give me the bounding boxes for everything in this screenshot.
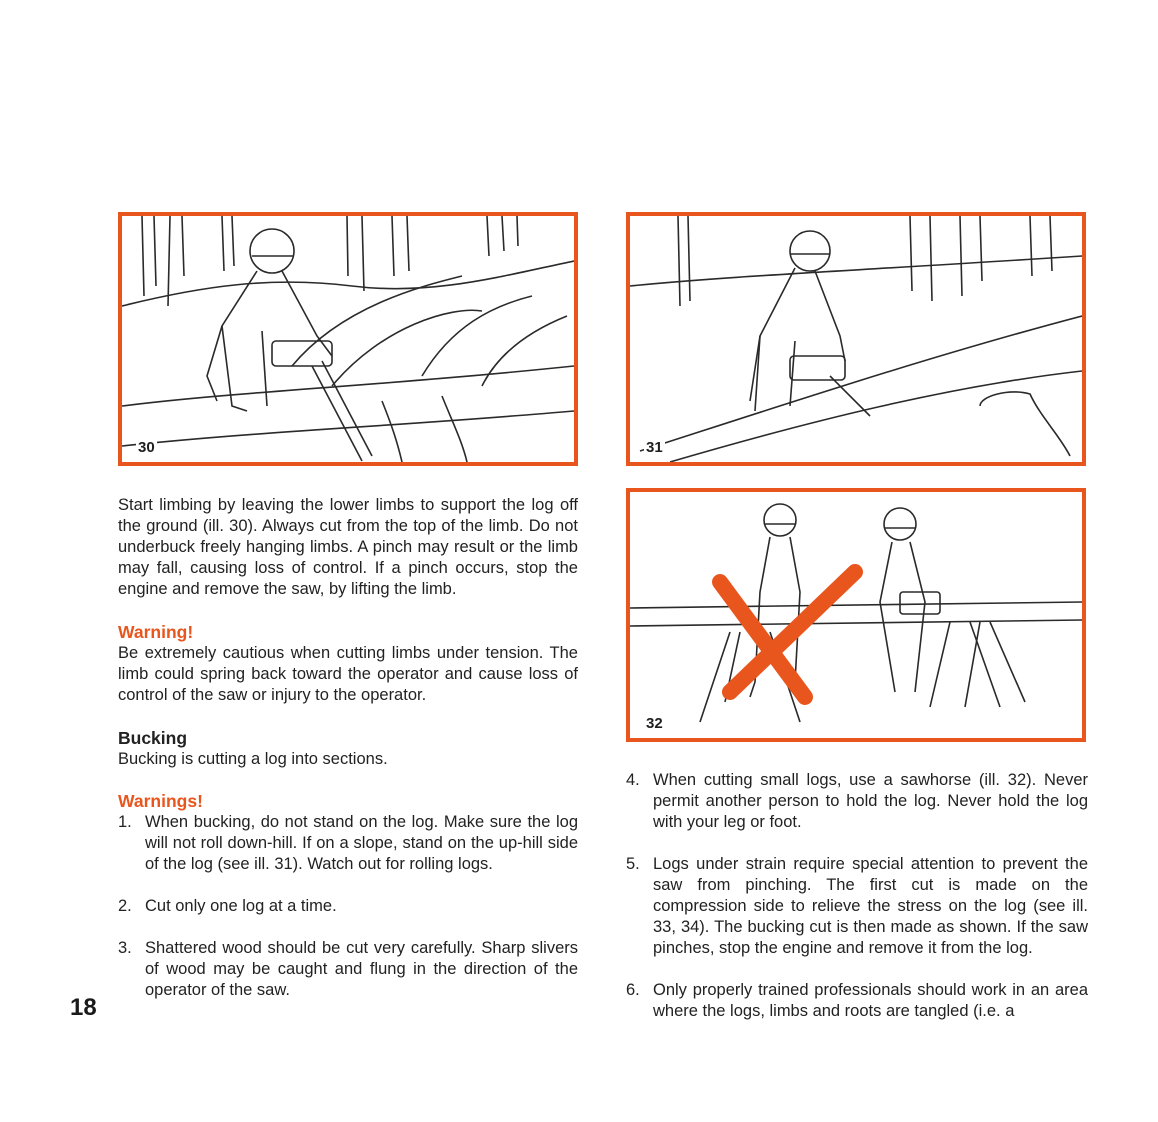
list-item-text: Only properly trained professionals should work in an area where the logs, limbs and roots are tangled (i.e. a — [653, 981, 1088, 1020]
list-item-text: Logs under strain require special attention to prevent the saw from pinching. The first cut is made on the compression side to relieve the stress on the log (see ill. 33, 34). The bucking cut is then made as shown. If the saw pinches, stop the engine and remove it from the log. — [653, 855, 1088, 957]
list-item-text: Shattered wood should be cut very carefully. Sharp slivers of wood may be caught and flung in the direction of the operator of the saw. — [145, 939, 578, 999]
list-item-number: 4. — [626, 771, 640, 789]
warnings-heading: Warnings! — [118, 791, 203, 811]
bucking-on-slope-drawing — [630, 216, 1082, 462]
list-item — [118, 896, 578, 917]
right-column — [626, 770, 1088, 1022]
list-item — [118, 812, 578, 875]
warning-paragraph: Be extremely cautious when cutting limbs under tension. The limb could spring back toward the operator and cause loss of control of the saw or injury to the operator. — [118, 644, 578, 704]
illustration-31 — [626, 212, 1086, 466]
illustration-30 — [118, 212, 578, 466]
illustration-32 — [626, 488, 1086, 742]
warning-heading: Warning! — [118, 622, 194, 642]
page-number: 18 — [70, 994, 97, 1021]
sawhorse-comparison-drawing — [630, 492, 1082, 738]
illustration-32-label: 32 — [646, 715, 663, 732]
list-item — [626, 980, 1088, 1022]
list-item-text: When cutting small logs, use a sawhorse (ill. 32). Never permit another person to hold the log. Never hold the log with your leg or foot. — [653, 771, 1088, 831]
list-item — [626, 854, 1088, 959]
limbing-intro-paragraph: Start limbing by leaving the lower limbs to support the log off the ground (ill. 30). Always cut from the top of the limb. Do not underbuck freely hanging limbs. A pinch may result or the limb may fall, causing loss of control. If a pinch occurs, stop the engine and remove the saw, by lifting the limb. — [118, 496, 578, 598]
illustration-30-label: 30 — [138, 439, 155, 456]
list-item-text: When bucking, do not stand on the log. Make sure the log will not roll down-hill. If on a slope, stand on the up-hill side of the log (see ill. 31). Watch out for rolling logs. — [145, 813, 578, 873]
list-item-number: 1. — [118, 813, 132, 831]
left-column — [118, 495, 578, 1001]
list-item-text: Cut only one log at a time. — [145, 897, 337, 915]
list-item-number: 6. — [626, 981, 640, 999]
list-item-number: 5. — [626, 855, 640, 873]
bucking-paragraph: Bucking is cutting a log into sections. — [118, 750, 388, 768]
list-item-number: 3. — [118, 939, 132, 957]
illustration-31-label: 31 — [646, 439, 663, 456]
list-item-number: 2. — [118, 897, 132, 915]
limbing-scene-drawing — [122, 216, 574, 462]
list-item — [118, 938, 578, 1001]
bucking-heading: Bucking — [118, 728, 188, 748]
list-item — [626, 770, 1088, 833]
